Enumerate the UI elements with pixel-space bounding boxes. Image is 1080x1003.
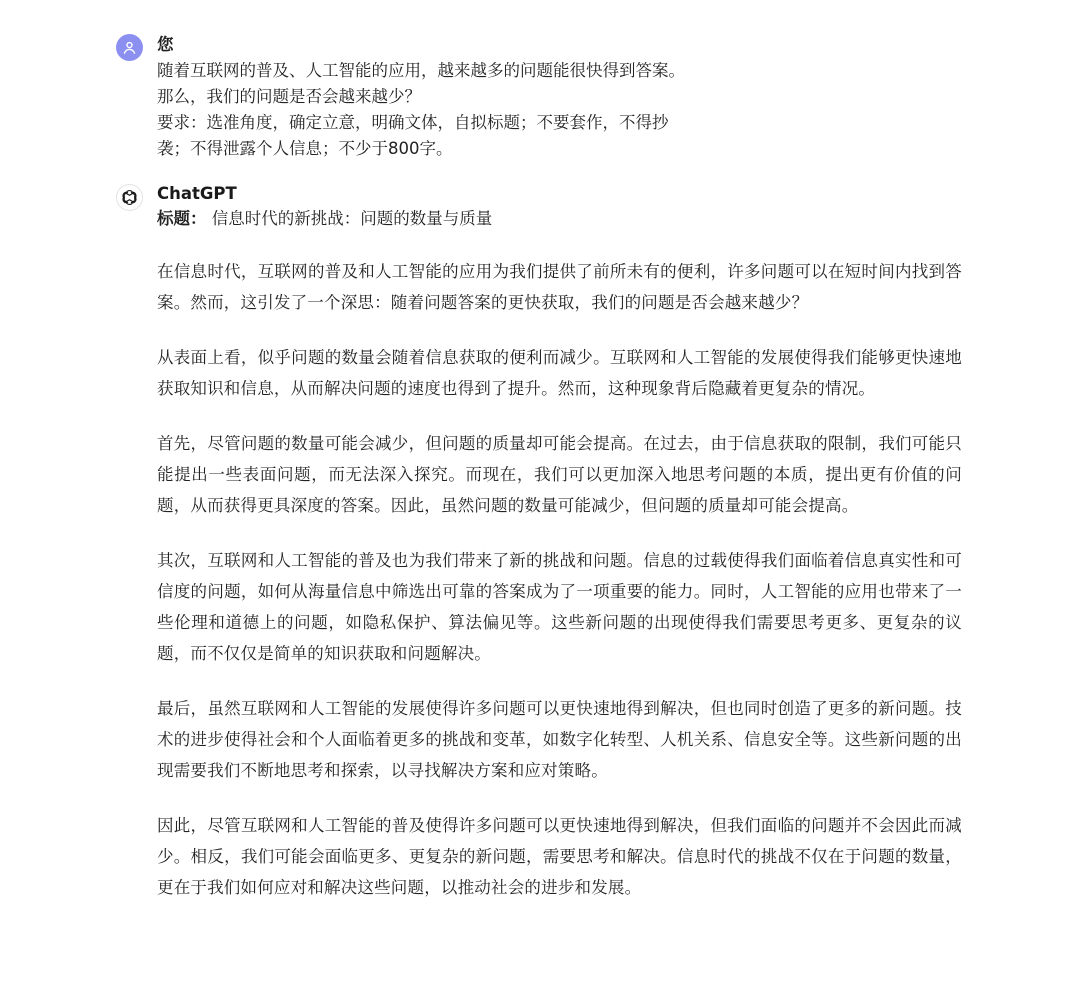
essay-paragraph: 最后，虽然互联网和人工智能的发展使得许多问题可以更快速地得到解决，但也同时创造了更多的新问题。技术的进步使得社会和个人面临着更多的挑战和变革，如数字化转型、人机关系、信息安全等。这些新问题的出现需要我们不断地思考和探索，以寻找解决方案和应对策略。 <box>157 699 962 780</box>
user-message-line: 随着互联网的普及、人工智能的应用，越来越多的问题能很快得到答案。 <box>157 61 685 80</box>
essay-title-text: 信息时代的新挑战：问题的数量与质量 <box>206 209 493 228</box>
essay-paragraph: 首先，尽管问题的数量可能会减少，但问题的质量却可能会提高。在过去，由于信息获取的限制，我们可能只能提出一些表面问题，而无法深入探究。而现在，我们可以更加深入地思考问题的本质，提出更有价值的问题，从而获得更具深度的答案。因此，虽然问题的数量可能减少，但问题的质量却可能会提高。 <box>157 434 962 515</box>
assistant-author-name: ChatGPT <box>157 184 237 203</box>
user-author-name: 您 <box>157 35 174 54</box>
essay-paragraph: 在信息时代，互联网的普及和人工智能的应用为我们提供了前所未有的便利，许多问题可以在短时间内找到答案。然而，这引发了一个深思：随着问题答案的更快获取，我们的问题是否会越来越少？ <box>157 262 962 312</box>
essay-title-label: 标题： <box>157 209 207 228</box>
essay-paragraph: 从表面上看，似乎问题的数量会随着信息获取的便利而减少。互联网和人工智能的发展使得我们能够更快速地获取知识和信息，从而解决问题的速度也得到了提升。然而，这种现象背后隐藏着更复杂的情况。 <box>157 348 962 398</box>
essay-paragraph: 其次，互联网和人工智能的普及也为我们带来了新的挑战和问题。信息的过载使得我们面临着信息真实性和可信度的问题，如何从海量信息中筛选出可靠的答案成为了一项重要的能力。同时，人工智能的应用也带来了一些伦理和道德上的问题，如隐私保护、算法偏见等。这些新问题的出现使得我们需要思考更多、更复杂的议题，而不仅仅是简单的知识获取和问题解决。 <box>157 551 962 663</box>
essay-paragraph: 因此，尽管互联网和人工智能的普及使得许多问题可以更快速地得到解决，但我们面临的问题并不会因此而减少。相反，我们可能会面临更多、更复杂的新问题，需要思考和解决。信息时代的挑战不仅在于问题的数量，更在于我们如何应对和解决这些问题，以推动社会的进步和发展。 <box>157 816 962 897</box>
essay-title <box>157 206 962 232</box>
user-message-text <box>157 58 717 162</box>
user-message-line: 袭；不得泄露个人信息；不少于800字。 <box>157 139 453 158</box>
assistant-message-content <box>157 182 962 903</box>
openai-logo-icon <box>116 184 143 211</box>
user-avatar-icon <box>116 34 143 61</box>
user-message-content <box>157 32 962 162</box>
user-message-line: 要求：选准角度，确定立意，明确文体，自拟标题；不要套作，不得抄 <box>157 113 669 132</box>
user-message-line: 那么，我们的问题是否会越来越少？ <box>157 87 421 106</box>
